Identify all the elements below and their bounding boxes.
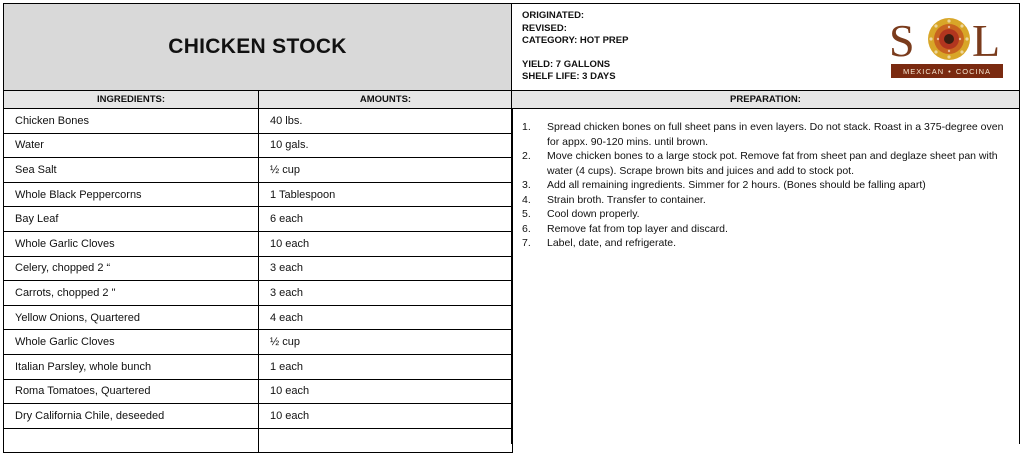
table-row — [4, 256, 513, 281]
step-text: Move chicken bones to a large stock pot. Remove fat from sheet pan and deglaze sheet pan with water (4 cups). Scrape brown bits and juices and add to stock pot. — [547, 150, 998, 177]
step-number: 4. — [522, 193, 531, 206]
ingredient-name: Roma Tomatoes, Quartered — [4, 379, 259, 404]
logo-tagline-band — [891, 64, 1003, 78]
meta-box — [511, 3, 1020, 91]
originated-label: ORIGINATED: — [522, 10, 585, 21]
recipe-sheet — [3, 3, 1020, 441]
ingredient-amount: 3 each — [259, 281, 513, 306]
ingredient-name: Celery, chopped 2 “ — [4, 256, 259, 281]
table-row — [4, 379, 513, 404]
ingredient-amount: 40 lbs. — [259, 109, 513, 134]
preparation-panel — [511, 108, 1020, 444]
table-row — [4, 404, 513, 429]
ingredient-name: Sea Salt — [4, 158, 259, 183]
ingredient-name: Whole Garlic Cloves — [4, 330, 259, 355]
preparation-header: PREPARATION: — [511, 90, 1020, 109]
ingredient-name: Chicken Bones — [4, 109, 259, 134]
amounts-header: AMOUNTS: — [259, 91, 513, 109]
svg-text:L: L — [972, 15, 1001, 62]
step-item — [522, 207, 1008, 222]
step-item — [522, 236, 1008, 251]
table-row — [4, 231, 513, 256]
ingredient-amount: 10 each — [259, 231, 513, 256]
ingredient-amount: 4 each — [259, 305, 513, 330]
ingredient-amount: ½ cup — [259, 330, 513, 355]
table-row — [4, 354, 513, 379]
ingredient-name: Italian Parsley, whole bunch — [4, 354, 259, 379]
table-row — [4, 305, 513, 330]
logo-tag-left: MEXICAN — [903, 66, 945, 76]
shelf-life-label: SHELF LIFE: 3 DAYS — [522, 71, 616, 82]
step-item — [522, 120, 1008, 149]
ingredient-name: Yellow Onions, Quartered — [4, 305, 259, 330]
step-text: Label, date, and refrigerate. — [547, 237, 677, 249]
recipe-meta — [522, 10, 628, 84]
ingredients-header: INGREDIENTS: — [4, 91, 259, 109]
step-number: 3. — [522, 179, 531, 191]
step-number: 6. — [522, 222, 531, 235]
ingredient-name: Carrots, chopped 2 " — [4, 281, 259, 306]
logo-tag-right: COCINA — [955, 66, 991, 76]
ingredient-amount: 3 each — [259, 256, 513, 281]
recipe-title: CHICKEN STOCK — [168, 35, 347, 58]
step-text: Strain broth. Transfer to container. — [547, 193, 706, 206]
step-item — [522, 193, 1008, 208]
sun-mosaic-icon — [928, 18, 970, 60]
step-number: 7. — [522, 237, 531, 249]
ingredient-name: Whole Garlic Cloves — [4, 231, 259, 256]
ingredient-amount: 10 each — [259, 404, 513, 429]
step-text: Remove fat from top layer and discard. — [547, 222, 728, 235]
ingredients-table — [3, 90, 513, 453]
step-item — [522, 222, 1008, 237]
step-item — [522, 149, 1008, 178]
step-number: 1. — [522, 121, 531, 133]
sol-logo — [889, 14, 1007, 80]
category-label: CATEGORY: HOT PREP — [522, 35, 629, 46]
table-row — [4, 207, 513, 232]
svg-text:S: S — [889, 15, 915, 62]
table-row — [4, 330, 513, 355]
ingredient-amount: 1 Tablespoon — [259, 182, 513, 207]
ingredient-amount: 6 each — [259, 207, 513, 232]
ingredient-amount: 1 each — [259, 354, 513, 379]
preparation-steps — [522, 120, 1008, 251]
ingredient-name: Dry California Chile, deseeded — [4, 404, 259, 429]
step-number: 5. — [522, 208, 531, 220]
step-text: Add all remaining ingredients. Simmer for 2 hours. (Bones should be falling apart) — [547, 179, 926, 191]
ingredient-amount: 10 each — [259, 379, 513, 404]
table-row — [4, 182, 513, 207]
ingredients-header-row — [4, 91, 513, 109]
table-row — [4, 133, 513, 158]
step-item — [522, 178, 1008, 193]
ingredient-name: Bay Leaf — [4, 207, 259, 232]
yield-label: YIELD: 7 GALLONS — [522, 58, 611, 70]
title-box — [3, 3, 512, 91]
ingredient-name: Whole Black Peppercorns — [4, 182, 259, 207]
sol-logo-wordmark — [889, 14, 1007, 62]
step-text: Spread chicken bones on full sheet pans in even layers. Do not stack. Roast in a 375-degree oven for appx. 90-120 mins. until brown. — [547, 121, 1004, 148]
ingredient-amount: ½ cup — [259, 158, 513, 183]
ingredient-amount: 10 gals. — [259, 133, 513, 158]
table-row — [4, 281, 513, 306]
ingredient-name: Water — [4, 133, 259, 158]
table-row — [4, 109, 513, 134]
revised-label: REVISED: — [522, 22, 567, 34]
table-row — [4, 158, 513, 183]
logo-tag-separator: • — [948, 66, 952, 76]
step-number: 2. — [522, 150, 531, 162]
step-text: Cool down properly. — [547, 208, 640, 220]
